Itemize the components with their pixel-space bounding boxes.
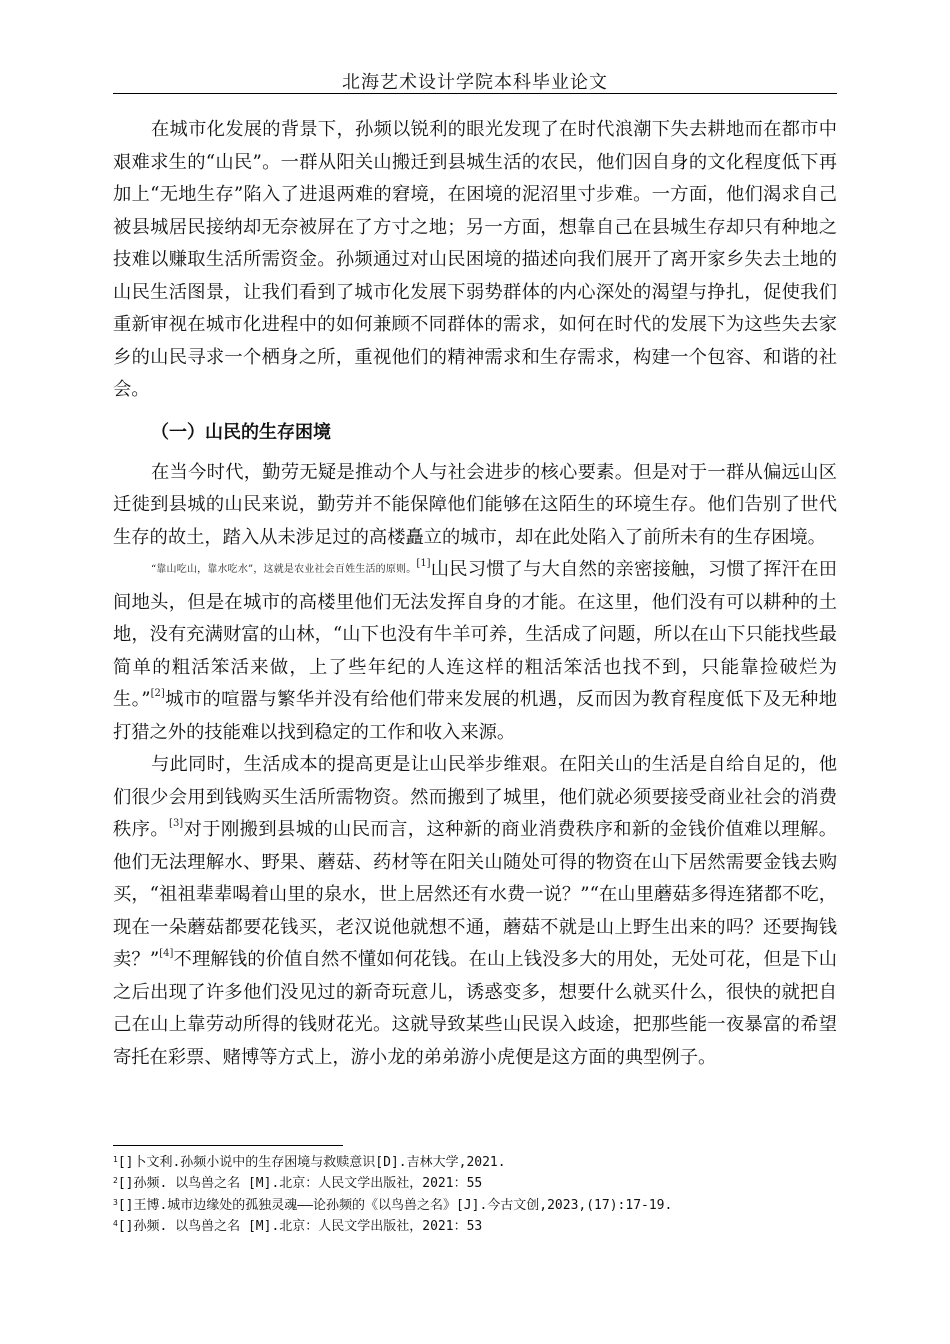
footnotes — [113, 1151, 853, 1236]
footnote-text: []孙频. 以鸟兽之名 [M].北京：人民文学出版社，2021：53 — [117, 1218, 483, 1234]
header-divider — [113, 93, 837, 94]
paragraph-habits-text-2: 城市的喧嚣与繁华并没有给他们带来发展的机遇，反而因为教育程度低下及无种地打猎之外的技能难以找到稳定的工作和收入来源。 — [113, 689, 838, 743]
citation-ref-3[interactable]: [3] — [169, 818, 184, 829]
footnote-mark: 3 — [113, 1197, 118, 1207]
paragraph-habits — [113, 554, 837, 749]
footnote-item — [113, 1151, 853, 1172]
page-header-title: 北海艺术设计学院本科毕业论文 — [342, 72, 608, 93]
paragraph-cost — [113, 749, 837, 1074]
footnote-mark: 4 — [113, 1218, 118, 1228]
paragraph-intro: 在城市化发展的背景下，孙频以锐利的眼光发现了在时代浪潮下失去耕地而在都市中艰难求生的“山民”。一群从阳关山搬迁到县城生活的农民，他们因自身的文化程度低下再加上“无地生存”陷入了进退两难的窘境，在困境的泥沼里寸步难。一方面，他们渴求自己被县城居民接纳却无奈被屏在了方寸之地；另一方面，想靠自己在县城生存却只有种地之技难以赚取生活所需资金。孙频通过对山民困境的描述向我们展开了离开家乡失去土地的山民生活图景，让我们看到了城市化发展下弱势群体的内心深处的渴望与挣扎，促使我们重新审视在城市化进程中的如何兼顾不同群体的需求，如何在时代的发展下为这些失去家乡的山民寻求一个栖身之所，重视他们的精神需求和生存需求，构建一个包容、和谐的社会。 — [113, 119, 837, 400]
citation-ref-1[interactable]: [1] — [416, 558, 431, 569]
footnote-mark: 2 — [113, 1176, 118, 1186]
footnote-item — [113, 1215, 853, 1236]
footnote-item — [113, 1172, 853, 1193]
citation-ref-4[interactable]: [4] — [159, 948, 174, 959]
citation-ref-2[interactable]: [2] — [150, 688, 165, 699]
thesis-body — [113, 114, 837, 1074]
paragraph-survival: 在当今时代，勤劳无疑是推动个人与社会进步的核心要素。但是对于一群从偏远山区迁徙到县城的山民来说，勤劳并不能保障他们能够在这陌生的环境生存。他们告别了世代生存的故土，踏入从未涉足过的高楼矗立的城市，却在此处陷入了前所未有的生存困境。 — [113, 461, 837, 548]
paragraph-habits-text-1: 山民习惯了与大自然的亲密接触，习惯了挥汗在田间地头，但是在城市的高楼里他们无法发挥自身的才能。在这里，他们没有可以耕种的土地，没有充满财富的山林，“山下也没有牛羊可养，生活成了问题，所以在山下只能找些最简单的粗活笨活来做，上了些年纪的人连这样的粗活笨活也找不到，只能靠捡破烂为生。” — [113, 559, 838, 710]
footnote-mark: 1 — [113, 1155, 118, 1164]
footnote-divider — [113, 1145, 343, 1146]
footnote-item — [113, 1194, 853, 1215]
footnote-text: []孙频. 以鸟兽之名 [M].北京：人民文学出版社，2021：55 — [117, 1176, 483, 1192]
footnote-text: []王博.城市边缘处的孤独灵魂——论孙频的《以鸟兽之名》[J].今古文创,2023,(17):17-19. — [117, 1197, 673, 1213]
paragraph-cost-text-1: 与此同时，生活成本的提高更是让山民举步维艰。在阳关山的生活是自给自足的，他们很少会用到钱购买生活所需物资。然而搬到了城里，他们就必须要接受商业社会的消费秩序。 — [113, 754, 837, 840]
proverb-quote: “靠山吃山，靠水吃水”，这就是农业社会百姓生活的原则。 — [151, 564, 417, 575]
paragraph-cost-text-3: 不理解钱的价值自然不懂如何花钱。在山上钱没多大的用处，无处可花，但是下山之后出现了许多他们没见过的新奇玩意儿，诱惑变多，想要什么就买什么，很快的就把自己在山上靠劳动所得的钱财花光。这就导致某些山民误入歧途，把那些能一夜暴富的希望寄托在彩票、赌博等方式上，游小龙的弟弟游小虎便是这方面的典型例子。 — [113, 949, 837, 1068]
footnote-text: []卜文利.孙频小说中的生存困境与救赎意识[D].吉林大学,2021. — [117, 1155, 506, 1170]
section-heading: （一）山民的生存困境 — [151, 421, 331, 443]
paragraph-cost-text-2: 对于刚搬到县城的山民而言，这种新的商业消费秩序和新的金钱价值难以理解。他们无法理解水、野果、蘑菇、药材等在阳关山随处可得的物资在山下居然需要金钱去购买，“祖祖辈辈喝着山里的泉水，世上居然还有水费一说？”“在山里蘑菇多得连猪都不吃，现在一朵蘑菇都要花钱买，老汉说他就想不通，蘑菇不就是山上野生出来的吗？还要掏钱卖？” — [113, 819, 838, 970]
